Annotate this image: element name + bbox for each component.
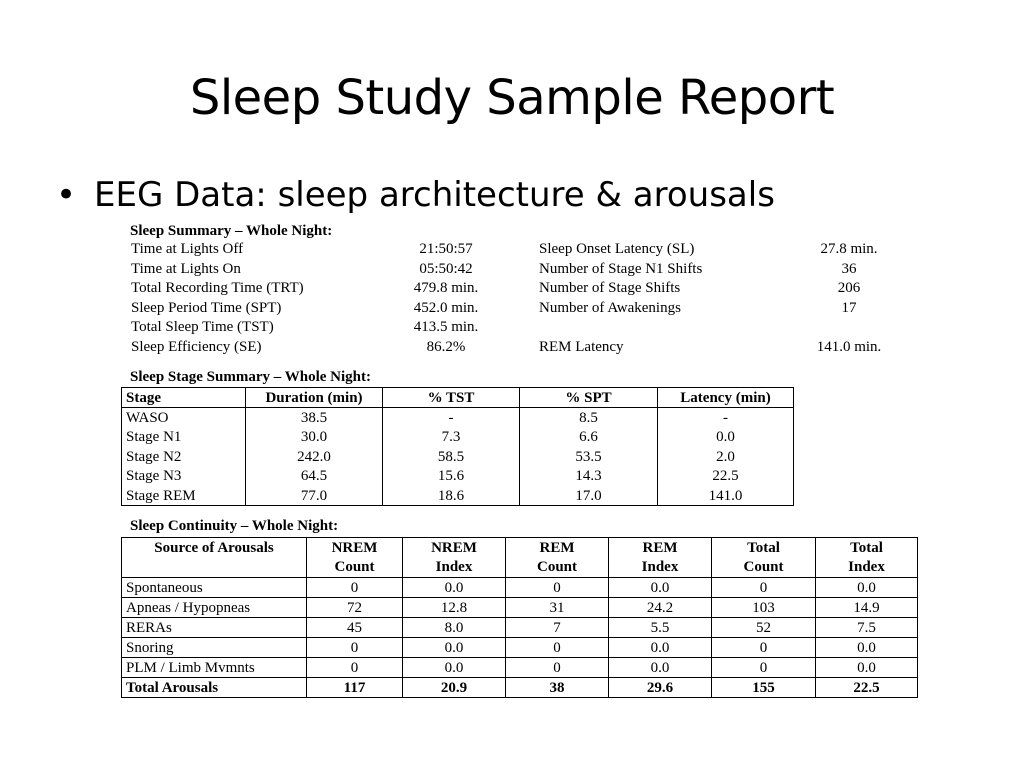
summary-value: 452.0 min. — [413, 299, 479, 316]
column-header: Stage — [122, 388, 246, 408]
column-header-line: Source of Arousals — [154, 540, 274, 556]
column-header: Duration (min) — [246, 388, 383, 408]
summary-label — [526, 318, 794, 338]
value-cell: 38 — [506, 678, 609, 698]
summary-value: 86.2% — [426, 338, 466, 355]
duration-cell: 30.0 — [246, 428, 383, 447]
table-header-row — [122, 538, 918, 578]
latency-cell: 0.0 — [658, 428, 794, 447]
tst-cell: 58.5 — [383, 447, 520, 466]
value-cell: 0.0 — [816, 578, 918, 598]
column-header-line: Index — [641, 559, 679, 575]
table-header-row — [122, 388, 794, 408]
column-header-line: NREM — [431, 540, 477, 556]
table-row — [122, 447, 794, 466]
value-cell: 0.0 — [403, 638, 506, 658]
source-cell: Total Arousals — [122, 678, 307, 698]
stage-cell: Stage N2 — [122, 447, 246, 466]
value-cell: 12.8 — [403, 598, 506, 618]
bullet-dot-icon: • — [56, 175, 77, 215]
value-cell: 0 — [307, 658, 403, 678]
summary-label: Number of Awakenings — [539, 299, 681, 316]
column-header-line: Total — [850, 540, 883, 556]
value-cell: 0 — [307, 578, 403, 598]
summary-value: 413.5 min. — [413, 319, 479, 336]
spt-cell: 6.6 — [520, 428, 658, 447]
value-cell: 0 — [506, 578, 609, 598]
value-cell: 0 — [506, 658, 609, 678]
value-cell: 7 — [506, 618, 609, 638]
value-cell: 0.0 — [816, 658, 918, 678]
table-row — [122, 428, 794, 447]
spt-cell: 53.5 — [520, 447, 658, 466]
value-cell: 24.2 — [609, 598, 712, 618]
summary-label: Time at Lights Off — [131, 241, 244, 258]
column-header — [122, 538, 307, 578]
summary-value: 21:50:57 — [419, 241, 473, 258]
value-cell: 155 — [712, 678, 816, 698]
value-cell: 0.0 — [609, 638, 712, 658]
source-cell: Spontaneous — [122, 578, 307, 598]
column-header — [816, 538, 918, 578]
table-row — [122, 467, 794, 486]
table-row — [126, 279, 899, 299]
column-header-line: Index — [435, 559, 473, 575]
source-cell: Snoring — [122, 638, 307, 658]
value-cell: 117 — [307, 678, 403, 698]
column-header: Latency (min) — [658, 388, 794, 408]
spt-cell: 8.5 — [520, 408, 658, 428]
summary-value: 05:50:42 — [419, 260, 473, 277]
value-cell: 52 — [712, 618, 816, 638]
slide-title: Sleep Study Sample Report — [189, 70, 835, 126]
value-cell: 29.6 — [609, 678, 712, 698]
value-cell: 72 — [307, 598, 403, 618]
summary-label: REM Latency — [539, 338, 624, 355]
summary-value: 27.8 min. — [820, 241, 878, 258]
column-header-line: Count — [334, 559, 375, 575]
value-cell: 14.9 — [816, 598, 918, 618]
value-cell: 0.0 — [816, 638, 918, 658]
bullet-text: EEG Data: sleep architecture & arousals — [94, 175, 775, 215]
continuity-header: Sleep Continuity – Whole Night: — [130, 518, 339, 534]
continuity-table — [121, 537, 918, 698]
stage-cell: WASO — [122, 408, 246, 428]
table-row — [122, 578, 918, 598]
latency-cell: 141.0 — [658, 486, 794, 506]
tst-cell: 15.6 — [383, 467, 520, 486]
value-cell: 0.0 — [403, 658, 506, 678]
column-header-line: Total — [747, 540, 780, 556]
value-cell: 0.0 — [609, 658, 712, 678]
summary-value: 479.8 min. — [413, 280, 479, 297]
column-header: % TST — [383, 388, 520, 408]
duration-cell: 64.5 — [246, 467, 383, 486]
value-cell: 0 — [506, 638, 609, 658]
summary-value — [794, 318, 899, 338]
summary-label: Number of Stage N1 Shifts — [539, 260, 703, 277]
table-row — [126, 260, 899, 280]
column-header — [403, 538, 506, 578]
value-cell: 0 — [712, 658, 816, 678]
table-row — [126, 240, 899, 260]
column-header — [609, 538, 712, 578]
summary-label: Number of Stage Shifts — [539, 280, 681, 297]
column-header-line: REM — [642, 540, 678, 556]
value-cell: 0 — [307, 638, 403, 658]
value-cell: 5.5 — [609, 618, 712, 638]
duration-cell: 77.0 — [246, 486, 383, 506]
table-row — [122, 486, 794, 506]
column-header-line: REM — [539, 540, 575, 556]
spt-cell: 14.3 — [520, 467, 658, 486]
value-cell: 22.5 — [816, 678, 918, 698]
latency-cell: - — [658, 408, 794, 428]
table-row — [122, 638, 918, 658]
value-cell: 103 — [712, 598, 816, 618]
table-row — [126, 299, 899, 319]
table-row — [122, 408, 794, 428]
value-cell: 8.0 — [403, 618, 506, 638]
column-header: % SPT — [520, 388, 658, 408]
source-cell: PLM / Limb Mvmnts — [122, 658, 307, 678]
column-header-line: NREM — [331, 540, 378, 556]
duration-cell: 38.5 — [246, 408, 383, 428]
stage-cell: Stage N3 — [122, 467, 246, 486]
table-row — [122, 658, 918, 678]
spt-cell: 17.0 — [520, 486, 658, 506]
value-cell: 0 — [712, 578, 816, 598]
tst-cell: - — [383, 408, 520, 428]
value-cell: 0 — [712, 638, 816, 658]
column-header-line: Index — [848, 559, 885, 575]
summary-label: Sleep Onset Latency (SL) — [539, 241, 695, 258]
summary-label: Sleep Efficiency (SE) — [131, 338, 262, 355]
summary-value: 206 — [837, 280, 861, 297]
stage-cell: Stage REM — [122, 486, 246, 506]
duration-cell: 242.0 — [246, 447, 383, 466]
stage-cell: Stage N1 — [122, 428, 246, 447]
summary-value: 36 — [841, 260, 857, 277]
column-header — [506, 538, 609, 578]
latency-cell: 2.0 — [658, 447, 794, 466]
value-cell: 0.0 — [403, 578, 506, 598]
source-cell: RERAs — [122, 618, 307, 638]
summary-label: Sleep Period Time (SPT) — [131, 299, 282, 316]
bullet-item — [56, 169, 775, 221]
stage-summary-table — [121, 387, 794, 506]
summary-label: Total Recording Time (TRT) — [131, 280, 304, 297]
value-cell: 45 — [307, 618, 403, 638]
tst-cell: 18.6 — [383, 486, 520, 506]
value-cell: 31 — [506, 598, 609, 618]
summary-value: 17 — [841, 299, 857, 316]
sleep-summary-table — [126, 240, 899, 357]
source-cell: Apneas / Hypopneas — [122, 598, 307, 618]
summary-label: Time at Lights On — [131, 260, 241, 277]
value-cell: 7.5 — [816, 618, 918, 638]
table-row — [126, 318, 899, 338]
column-header-line: Count — [743, 559, 784, 575]
column-header-line: Count — [536, 559, 577, 575]
total-row — [122, 678, 918, 698]
latency-cell: 22.5 — [658, 467, 794, 486]
column-header — [712, 538, 816, 578]
table-row — [122, 618, 918, 638]
summary-value: 141.0 min. — [816, 338, 882, 355]
table-row — [122, 598, 918, 618]
stage-summary-header: Sleep Stage Summary – Whole Night: — [130, 369, 371, 385]
sleep-summary-header: Sleep Summary – Whole Night: — [130, 223, 333, 239]
value-cell: 20.9 — [403, 678, 506, 698]
table-row — [126, 338, 899, 358]
summary-label: Total Sleep Time (TST) — [131, 319, 274, 336]
value-cell: 0.0 — [609, 578, 712, 598]
column-header — [307, 538, 403, 578]
tst-cell: 7.3 — [383, 428, 520, 447]
